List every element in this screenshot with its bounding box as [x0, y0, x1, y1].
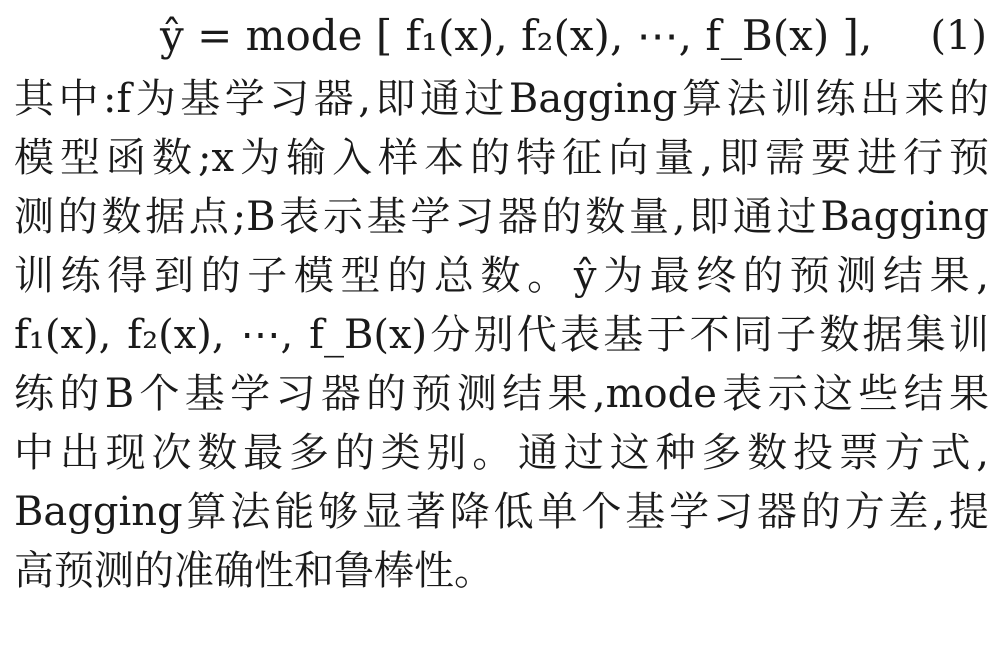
paragraph-line-5: f₁(x), f₂(x), ⋯, f_B(x)分别代表基于不同子数据集训: [14, 312, 989, 358]
paragraph-line-1: 其中:f为基学习器,即通过Bagging算法训练出来的: [14, 76, 989, 122]
paragraph-line-9: 高预测的准确性和鲁棒性。: [14, 548, 494, 594]
paragraph-line-3: 测的数据点;B表示基学习器的数量,即通过Bagging: [14, 194, 989, 240]
equation-number: (1): [930, 13, 987, 59]
paragraph-line-6: 练的B个基学习器的预测结果,mode表示这些结果: [14, 371, 989, 417]
paragraph: [14, 70, 989, 601]
equation-row: [0, 0, 999, 70]
paragraph-line-7: 中出现次数最多的类别。通过这种多数投票方式,: [14, 430, 989, 476]
paragraph-line-2: 模型函数;x为输入样本的特征向量,即需要进行预: [14, 135, 989, 181]
equation-formula: ŷ = mode [ f₁(x), f₂(x), ⋯, f_B(x) ],: [160, 11, 873, 60]
paragraph-line-8: Bagging算法能够显著降低单个基学习器的方差,提: [14, 489, 989, 535]
paragraph-line-4: 训练得到的子模型的总数。ŷ为最终的预测结果,: [14, 253, 989, 299]
